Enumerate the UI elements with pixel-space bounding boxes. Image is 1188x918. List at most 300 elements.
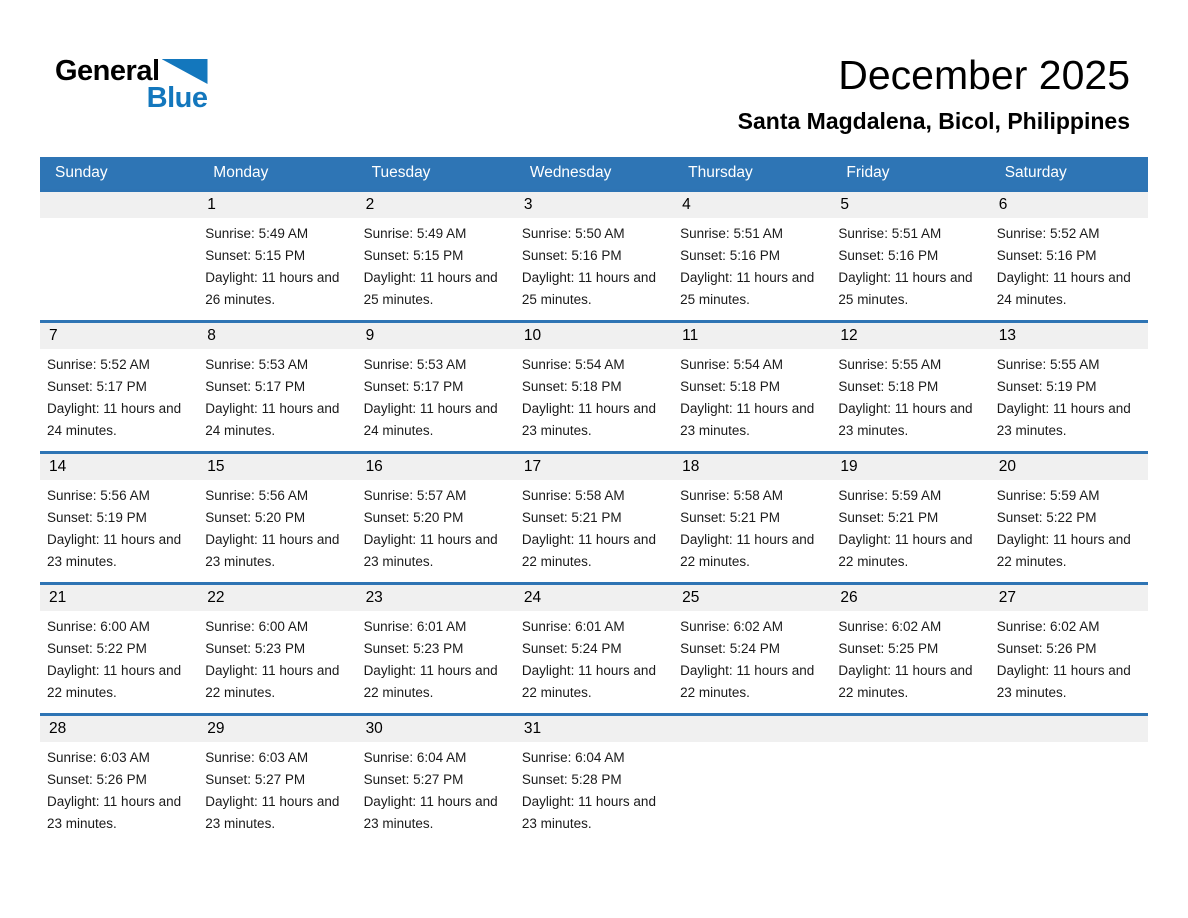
sunset-text xyxy=(205,245,348,267)
sunset-text xyxy=(997,507,1140,529)
sunset-label: Sunset: xyxy=(996,248,1043,263)
day-cell-19 xyxy=(831,454,989,582)
sunrise-value: 5:52 AM xyxy=(1050,226,1100,241)
sunrise-text xyxy=(680,485,823,507)
daylight-value: 11 hours and 26 minutes. xyxy=(205,270,340,307)
sunrise-value: 5:59 AM xyxy=(1050,488,1100,503)
daylight-label: Daylight: xyxy=(680,663,733,678)
sunrise-text xyxy=(205,354,348,376)
daylight-value: 11 hours and 23 minutes. xyxy=(47,532,182,569)
week-row-2 xyxy=(40,320,1148,451)
sunset-text xyxy=(522,638,665,660)
daylight-label: Daylight: xyxy=(363,663,417,678)
day-details xyxy=(831,349,989,442)
day-details xyxy=(515,480,673,573)
daylight-label: Daylight: xyxy=(205,270,258,285)
sunrise-text xyxy=(680,616,823,638)
daylight-value: 11 hours and 24 minutes. xyxy=(47,401,182,438)
calendar-weeks xyxy=(40,189,1148,844)
sunset-text xyxy=(47,769,190,791)
daylight-label: Daylight: xyxy=(363,270,417,285)
sunset-value: 5:21 PM xyxy=(887,510,939,525)
sunset-label: Sunset: xyxy=(205,248,252,263)
sunrise-value: 5:59 AM xyxy=(891,488,942,503)
day-number: 12 xyxy=(831,323,989,349)
sunset-text xyxy=(47,376,190,398)
daylight-label: Daylight: xyxy=(680,532,733,547)
day-number: 16 xyxy=(357,454,515,480)
daylight-text xyxy=(680,529,823,573)
sunset-label: Sunset: xyxy=(47,641,93,656)
day-number: 27 xyxy=(990,585,1148,611)
daylight-text xyxy=(364,267,507,311)
sunset-label: Sunset: xyxy=(680,641,726,656)
day-cell-27 xyxy=(990,585,1148,713)
daylight-label: Daylight: xyxy=(47,663,100,678)
sunset-value: 5:17 PM xyxy=(413,379,464,394)
sunrise-label: Sunrise: xyxy=(838,226,888,241)
sunset-value: 5:24 PM xyxy=(571,641,622,656)
sunrise-value: 5:53 AM xyxy=(258,357,309,372)
daylight-label: Daylight: xyxy=(363,401,417,416)
sunset-label: Sunset: xyxy=(521,510,568,525)
day-number: 5 xyxy=(831,192,989,218)
sunrise-label: Sunrise: xyxy=(205,226,255,241)
sunset-value: 5:21 PM xyxy=(729,510,780,525)
day-cell-1 xyxy=(198,192,356,320)
sunrise-label: Sunrise: xyxy=(363,619,414,634)
daylight-value: 11 hours and 22 minutes. xyxy=(521,663,656,700)
logo-text-blue: Blue xyxy=(146,82,208,114)
sunrise-value: 5:51 AM xyxy=(891,226,942,241)
sunset-value: 5:19 PM xyxy=(1046,379,1097,394)
day-cell-18 xyxy=(673,454,831,582)
day-details xyxy=(198,611,356,704)
sunrise-text xyxy=(205,223,348,245)
sunrise-value: 5:58 AM xyxy=(733,488,783,503)
sunrise-text xyxy=(997,485,1140,507)
daylight-label: Daylight: xyxy=(838,532,891,547)
sunrise-label: Sunrise: xyxy=(838,488,888,503)
sunset-text xyxy=(522,245,665,267)
sunrise-value: 6:04 AM xyxy=(416,750,467,765)
daylight-text xyxy=(205,267,348,311)
sunset-text xyxy=(364,769,507,791)
sunset-label: Sunset: xyxy=(680,379,726,394)
sunset-value: 5:20 PM xyxy=(413,510,464,525)
daylight-label: Daylight: xyxy=(521,663,575,678)
day-details xyxy=(198,349,356,442)
week-row-5 xyxy=(40,713,1148,844)
day-cell-14 xyxy=(40,454,198,582)
daylight-label: Daylight: xyxy=(996,270,1050,285)
sunset-value: 5:16 PM xyxy=(571,248,622,263)
daylight-label: Daylight: xyxy=(205,663,258,678)
sunset-text xyxy=(997,376,1140,398)
day-details xyxy=(515,742,673,835)
sunrise-text xyxy=(997,354,1140,376)
sunrise-value: 6:02 AM xyxy=(891,619,942,634)
sunset-label: Sunset: xyxy=(521,248,568,263)
day-details xyxy=(673,218,831,311)
day-cell-empty xyxy=(673,716,831,844)
day-number: 10 xyxy=(515,323,673,349)
daylight-value: 11 hours and 24 minutes. xyxy=(996,270,1131,307)
sunrise-label: Sunrise: xyxy=(47,357,97,372)
sunset-value: 5:15 PM xyxy=(413,248,464,263)
sunset-label: Sunset: xyxy=(205,379,252,394)
day-cell-24 xyxy=(515,585,673,713)
day-cell-9 xyxy=(357,323,515,451)
weekday-header-tuesday: Tuesday xyxy=(371,164,431,181)
day-details xyxy=(40,480,198,573)
daylight-label: Daylight: xyxy=(47,401,100,416)
sunset-label: Sunset: xyxy=(521,772,568,787)
weekday-header-monday: Monday xyxy=(213,164,269,181)
sunrise-text xyxy=(522,747,665,769)
sunrise-label: Sunrise: xyxy=(363,750,414,765)
sunrise-value: 6:04 AM xyxy=(575,750,625,765)
sunrise-value: 5:57 AM xyxy=(416,488,467,503)
sunrise-text xyxy=(522,354,665,376)
day-details xyxy=(357,480,515,573)
daylight-value: 11 hours and 22 minutes. xyxy=(521,532,656,569)
sunset-label: Sunset: xyxy=(205,772,252,787)
sunset-value: 5:16 PM xyxy=(887,248,939,263)
daylight-value: 11 hours and 22 minutes. xyxy=(838,663,973,700)
sunset-label: Sunset: xyxy=(680,510,726,525)
sunrise-value: 6:00 AM xyxy=(258,619,309,634)
sunset-label: Sunset: xyxy=(838,510,885,525)
daylight-text xyxy=(364,529,507,573)
sunrise-text xyxy=(47,485,190,507)
daylight-text xyxy=(47,660,190,704)
day-details xyxy=(990,218,1148,311)
day-details xyxy=(831,218,989,311)
day-cell-15 xyxy=(198,454,356,582)
sunrise-value: 5:54 AM xyxy=(733,357,783,372)
day-number: 21 xyxy=(40,585,198,611)
daylight-label: Daylight: xyxy=(363,532,417,547)
sunrise-value: 5:56 AM xyxy=(100,488,150,503)
daylight-label: Daylight: xyxy=(838,663,891,678)
sunset-label: Sunset: xyxy=(363,641,410,656)
daylight-label: Daylight: xyxy=(996,532,1050,547)
day-details xyxy=(990,349,1148,442)
sunrise-text xyxy=(364,223,507,245)
sunset-value: 5:19 PM xyxy=(96,510,147,525)
day-number: 26 xyxy=(831,585,989,611)
day-cell-26 xyxy=(831,585,989,713)
sunrise-label: Sunrise: xyxy=(680,488,730,503)
day-cell-30 xyxy=(357,716,515,844)
day-details xyxy=(990,480,1148,573)
daylight-label: Daylight: xyxy=(996,401,1050,416)
sunrise-value: 5:50 AM xyxy=(575,226,625,241)
day-number: 30 xyxy=(357,716,515,742)
sunrise-label: Sunrise: xyxy=(680,619,730,634)
sunrise-text xyxy=(205,485,348,507)
sunrise-value: 5:53 AM xyxy=(416,357,467,372)
sunset-value: 5:18 PM xyxy=(729,379,780,394)
day-details xyxy=(198,218,356,311)
daylight-value: 11 hours and 22 minutes. xyxy=(680,532,815,569)
sunrise-value: 5:52 AM xyxy=(100,357,150,372)
day-details xyxy=(831,480,989,573)
sunrise-value: 5:54 AM xyxy=(575,357,625,372)
day-number: 31 xyxy=(515,716,673,742)
daylight-value: 11 hours and 24 minutes. xyxy=(205,401,340,438)
daylight-text xyxy=(364,791,507,835)
day-details xyxy=(990,611,1148,704)
sunset-label: Sunset: xyxy=(47,510,93,525)
day-cell-16 xyxy=(357,454,515,582)
sunset-label: Sunset: xyxy=(521,379,568,394)
sunrise-label: Sunrise: xyxy=(363,226,414,241)
sunrise-label: Sunrise: xyxy=(363,357,414,372)
sunset-label: Sunset: xyxy=(205,641,252,656)
sunset-value: 5:26 PM xyxy=(1046,641,1097,656)
day-cell-6 xyxy=(990,192,1148,320)
sunrise-label: Sunrise: xyxy=(521,619,572,634)
sunrise-label: Sunrise: xyxy=(521,357,572,372)
sunset-text xyxy=(522,376,665,398)
day-number: 13 xyxy=(990,323,1148,349)
sunrise-text xyxy=(364,485,507,507)
day-cell-11 xyxy=(673,323,831,451)
sunset-value: 5:16 PM xyxy=(729,248,780,263)
sunrise-text xyxy=(522,616,665,638)
sunrise-label: Sunrise: xyxy=(205,357,255,372)
day-details xyxy=(40,742,198,835)
day-details xyxy=(357,349,515,442)
daylight-text xyxy=(47,791,190,835)
sunset-label: Sunset: xyxy=(996,510,1043,525)
sunset-text xyxy=(680,638,823,660)
sunset-text xyxy=(47,638,190,660)
day-number: 19 xyxy=(831,454,989,480)
sunrise-text xyxy=(205,616,348,638)
day-details xyxy=(198,742,356,835)
daylight-value: 11 hours and 25 minutes. xyxy=(521,270,656,307)
daylight-text xyxy=(47,529,190,573)
daylight-value: 11 hours and 25 minutes. xyxy=(838,270,973,307)
weekday-header-friday: Friday xyxy=(846,164,890,181)
sunrise-text xyxy=(838,485,981,507)
sunrise-value: 5:49 AM xyxy=(416,226,467,241)
sunset-label: Sunset: xyxy=(838,248,885,263)
day-number: 2 xyxy=(357,192,515,218)
daylight-text xyxy=(838,267,981,311)
daylight-text xyxy=(997,660,1140,704)
sunrise-label: Sunrise: xyxy=(680,226,730,241)
day-cell-12 xyxy=(831,323,989,451)
daylight-text xyxy=(205,791,348,835)
sunset-text xyxy=(205,769,348,791)
daylight-text xyxy=(997,529,1140,573)
day-cell-31 xyxy=(515,716,673,844)
daylight-value: 11 hours and 25 minutes. xyxy=(363,270,498,307)
sunrise-value: 5:55 AM xyxy=(891,357,942,372)
day-details xyxy=(515,349,673,442)
sunrise-value: 6:03 AM xyxy=(258,750,309,765)
sunrise-label: Sunrise: xyxy=(47,488,97,503)
daylight-value: 11 hours and 23 minutes. xyxy=(996,663,1131,700)
sunset-value: 5:22 PM xyxy=(1046,510,1097,525)
sunrise-value: 6:02 AM xyxy=(733,619,783,634)
logo-triangle-icon xyxy=(162,59,208,84)
day-number: 17 xyxy=(515,454,673,480)
week-row-3 xyxy=(40,451,1148,582)
day-number: 25 xyxy=(673,585,831,611)
day-details xyxy=(515,218,673,311)
daylight-text xyxy=(838,398,981,442)
day-number: 23 xyxy=(357,585,515,611)
day-details xyxy=(673,349,831,442)
sunrise-text xyxy=(364,747,507,769)
sunrise-text xyxy=(522,485,665,507)
sunrise-label: Sunrise: xyxy=(47,750,97,765)
day-cell-13 xyxy=(990,323,1148,451)
day-details xyxy=(673,480,831,573)
daylight-text xyxy=(522,791,665,835)
day-cell-4 xyxy=(673,192,831,320)
sunset-text xyxy=(205,376,348,398)
sunrise-label: Sunrise: xyxy=(996,619,1047,634)
sunset-text xyxy=(522,769,665,791)
day-number: 15 xyxy=(198,454,356,480)
sunset-value: 5:27 PM xyxy=(413,772,464,787)
sunset-value: 5:17 PM xyxy=(254,379,306,394)
daylight-value: 11 hours and 23 minutes. xyxy=(363,532,498,569)
sunset-text xyxy=(838,507,981,529)
daylight-value: 11 hours and 23 minutes. xyxy=(205,794,340,831)
day-cell-2 xyxy=(357,192,515,320)
daylight-text xyxy=(364,398,507,442)
sunrise-label: Sunrise: xyxy=(521,750,572,765)
day-details xyxy=(357,218,515,311)
weekday-header-saturday: Saturday xyxy=(1004,164,1067,181)
sunset-value: 5:24 PM xyxy=(729,641,780,656)
sunset-value: 5:20 PM xyxy=(254,510,306,525)
page-title: December 2025 xyxy=(838,52,1130,98)
sunrise-value: 6:01 AM xyxy=(575,619,625,634)
day-number: 3 xyxy=(515,192,673,218)
daylight-text xyxy=(522,660,665,704)
day-details xyxy=(40,349,198,442)
sunset-label: Sunset: xyxy=(838,379,885,394)
sunset-label: Sunset: xyxy=(996,379,1043,394)
sunrise-text xyxy=(997,223,1140,245)
sunrise-value: 5:51 AM xyxy=(733,226,783,241)
sunrise-text xyxy=(364,616,507,638)
sunset-text xyxy=(364,376,507,398)
day-number: 9 xyxy=(357,323,515,349)
day-number: 4 xyxy=(673,192,831,218)
sunset-label: Sunset: xyxy=(996,641,1043,656)
week-row-4 xyxy=(40,582,1148,713)
sunset-text xyxy=(364,638,507,660)
sunset-label: Sunset: xyxy=(521,641,568,656)
day-cell-7 xyxy=(40,323,198,451)
sunrise-value: 6:02 AM xyxy=(1050,619,1100,634)
day-number: 11 xyxy=(673,323,831,349)
daylight-text xyxy=(205,398,348,442)
weekday-header-wednesday: Wednesday xyxy=(529,164,612,181)
day-cell-22 xyxy=(198,585,356,713)
sunrise-label: Sunrise: xyxy=(205,488,255,503)
sunset-label: Sunset: xyxy=(680,248,726,263)
sunset-text xyxy=(838,638,981,660)
daylight-text xyxy=(205,529,348,573)
sunset-value: 5:16 PM xyxy=(1046,248,1097,263)
sunset-label: Sunset: xyxy=(838,641,885,656)
daylight-value: 11 hours and 24 minutes. xyxy=(363,401,498,438)
day-details xyxy=(357,742,515,835)
daylight-label: Daylight: xyxy=(521,401,575,416)
day-number xyxy=(990,716,1148,742)
logo-line-1 xyxy=(55,55,208,87)
daylight-label: Daylight: xyxy=(205,401,258,416)
day-cell-3 xyxy=(515,192,673,320)
sunrise-value: 5:56 AM xyxy=(258,488,309,503)
sunset-label: Sunset: xyxy=(205,510,252,525)
daylight-text xyxy=(522,267,665,311)
day-number: 24 xyxy=(515,585,673,611)
logo-text-general: General xyxy=(55,55,160,87)
day-details xyxy=(357,611,515,704)
sunrise-text xyxy=(47,354,190,376)
daylight-text xyxy=(522,398,665,442)
daylight-text xyxy=(364,660,507,704)
day-number: 28 xyxy=(40,716,198,742)
daylight-value: 11 hours and 23 minutes. xyxy=(363,794,498,831)
daylight-text xyxy=(680,398,823,442)
sunset-label: Sunset: xyxy=(47,379,93,394)
weekday-header-sunday: Sunday xyxy=(55,164,108,181)
sunrise-label: Sunrise: xyxy=(205,750,255,765)
day-details xyxy=(40,611,198,704)
general-blue-logo xyxy=(55,55,208,114)
sunrise-text xyxy=(997,616,1140,638)
day-cell-8 xyxy=(198,323,356,451)
sunrise-text xyxy=(205,747,348,769)
day-cell-empty xyxy=(40,192,198,320)
daylight-label: Daylight: xyxy=(680,270,733,285)
daylight-label: Daylight: xyxy=(47,532,100,547)
sunrise-label: Sunrise: xyxy=(680,357,730,372)
sunset-text xyxy=(680,245,823,267)
day-cell-21 xyxy=(40,585,198,713)
day-number: 14 xyxy=(40,454,198,480)
sunset-label: Sunset: xyxy=(363,772,410,787)
day-number: 29 xyxy=(198,716,356,742)
sunset-text xyxy=(838,245,981,267)
day-details xyxy=(673,611,831,704)
daylight-label: Daylight: xyxy=(363,794,417,809)
sunrise-value: 6:03 AM xyxy=(100,750,150,765)
sunrise-label: Sunrise: xyxy=(521,488,572,503)
sunset-value: 5:18 PM xyxy=(887,379,939,394)
day-number xyxy=(40,192,198,218)
sunrise-text xyxy=(838,616,981,638)
daylight-text xyxy=(997,267,1140,311)
daylight-value: 11 hours and 23 minutes. xyxy=(680,401,815,438)
day-number: 22 xyxy=(198,585,356,611)
weekday-header-row xyxy=(40,157,1148,189)
sunrise-text xyxy=(680,223,823,245)
sunrise-label: Sunrise: xyxy=(47,619,97,634)
